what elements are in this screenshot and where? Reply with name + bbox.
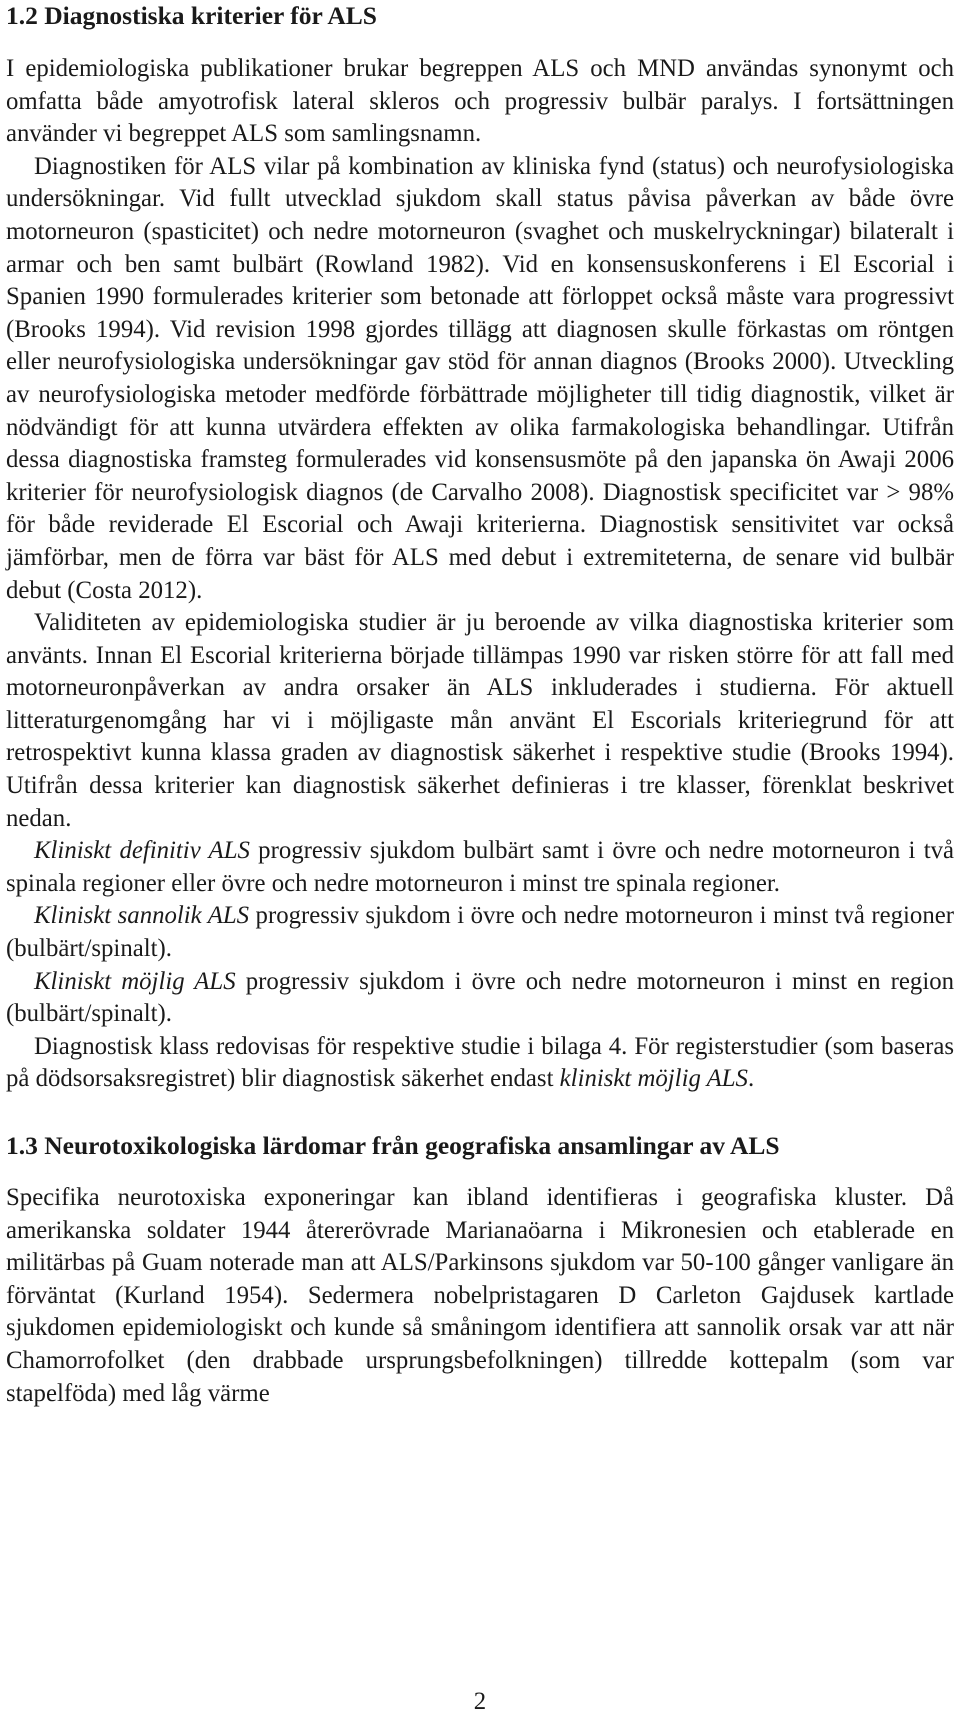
paragraph-possible-als bbox=[6, 966, 954, 1031]
term-definitive-als: Kliniskt definitiv ALS bbox=[34, 837, 250, 865]
text-diagnostic-class: Diagnostisk klass redovisas för respektive studie i bilaga 4. För registerstudier (som baseras på dödsorsaksregistret) blir diagnostisk säkerhet endast bbox=[6, 1032, 954, 1093]
document-page bbox=[6, 0, 954, 1410]
paragraph-definitive-als bbox=[6, 835, 954, 900]
text-definitive-als: progressiv sjukdom bulbärt samt i övre och nedre motorneuron i två spinala regioner eller övre och nedre motorneuron i minst tre spinala regioner. bbox=[6, 837, 954, 897]
text-diagnostic-class-end: . bbox=[747, 1065, 755, 1093]
paragraph-diagnostics: Diagnostiken för ALS vilar på kombination av kliniska fynd (status) och neurofysiologiska undersökningar. Vid fullt utvecklad sjukdom skall status påvisa påverkan av både övre motorneuron (spasticitet) och nedre motorneuron (svaghet och muskelryckningar) bilateralt i armar och ben samt bulbärt (Rowland 1982). Vid en konsensuskonferens i El Escorial i Spanien 1990 formulerades kriterier som betonade att förloppet också måste vara progressivt (Brooks 1994). Vid revision 1998 gjordes tillägg att diagnosen skulle förkastas om röntgen eller neurofysiologiska undersökningar gav stöd för annan diagnos (Brooks 2000). Utveckling av neurofysiologiska metoder medförde förbättrade möjligheter till tidig diagnostik, vilket är nödvändigt för att kunna utvärdera effekten av olika farmakologiska behandlingar. Utifrån dessa diagnostiska framsteg formulerades vid konsensusmöte på den japanska ön Awaji 2006 kriterier för neurofysiologisk diagnos (de Carvalho 2008). Diagnostisk specificitet var > 98% för både reviderade El Escorial och Awaji kriterierna. Diagnostisk sensitivitet var också jämförbar, men de förra var bäst för ALS med debut i extremiteterna, de senare vid bulbär debut (Costa 2012). bbox=[6, 152, 954, 604]
paragraph-probable-als bbox=[6, 900, 954, 965]
paragraph-validity: Validiteten av epidemiologiska studier är ju beroende av vilka diagnostiska kriterier som använts. Innan El Escorial kriterierna började tillämpas 1990 var risken större för att fall med motorneuronpåverkan av andra orsaker än ALS inkluderades i studierna. För aktuell litteraturgenomgång har vi i möjligaste mån använt El Escorials kriteriegrund för att retrospektivt kunna klassa graden av diagnostisk säkerhet i respektive studie (Brooks 1994). Utifrån dessa kriterier kan diagnostisk säkerhet definieras i tre klasser, förenklat beskrivet nedan. bbox=[6, 609, 954, 832]
paragraph-terminology: I epidemiologiska publikationer brukar begreppen ALS och MND användas synonymt och omfatta både amyotrofisk lateral skleros och progressiv bulbär paralys. I fortsättningen använder vi begreppet ALS som samlingsnamn. bbox=[6, 55, 954, 148]
paragraph-guam-cluster: Specifika neurotoxiska exponeringar kan ibland identifieras i geografiska kluster. Då amerikanska soldater 1944 återerövrade Marianaöarna i Mikronesien och etablerade en militärbas på Guam noterade man att ALS/Parkinsons sjukdom var 50-100 gånger vanligare än förväntat (Kurland 1954). Sedermera nobelpristagaren D Carleton Gajdusek kartlade sjukdomen epidemiologiskt och kunde så småningom identifiera att sannolik orsak var att när Chamorrofolket (den drabbade ursprungsbefolkningen) tillredde kottepalm (som var stapelföda) med låg värme bbox=[6, 1184, 954, 1407]
section-heading-1-3: 1.3 Neurotoxikologiska lärdomar från geografiska ansamlingar av ALS bbox=[6, 1131, 780, 1160]
term-probable-als: Kliniskt sannolik ALS bbox=[34, 902, 250, 930]
text-possible-als: progressiv sjukdom i övre och nedre motorneuron i minst en region (bulbärt/spinalt). bbox=[6, 967, 955, 1028]
term-kliniskt-mojlig: kliniskt möjlig ALS bbox=[559, 1065, 748, 1093]
text-probable-als: progressiv sjukdom i övre och nedre motorneuron i minst två regioner (bulbärt/spinalt). bbox=[6, 902, 954, 963]
paragraph-diagnostic-class bbox=[6, 1031, 954, 1096]
page-number: 2 bbox=[473, 1688, 487, 1715]
term-possible-als: Kliniskt möjlig ALS bbox=[34, 967, 236, 995]
section-heading-1-2: 1.2 Diagnostiska kriterier för ALS bbox=[6, 1, 377, 30]
